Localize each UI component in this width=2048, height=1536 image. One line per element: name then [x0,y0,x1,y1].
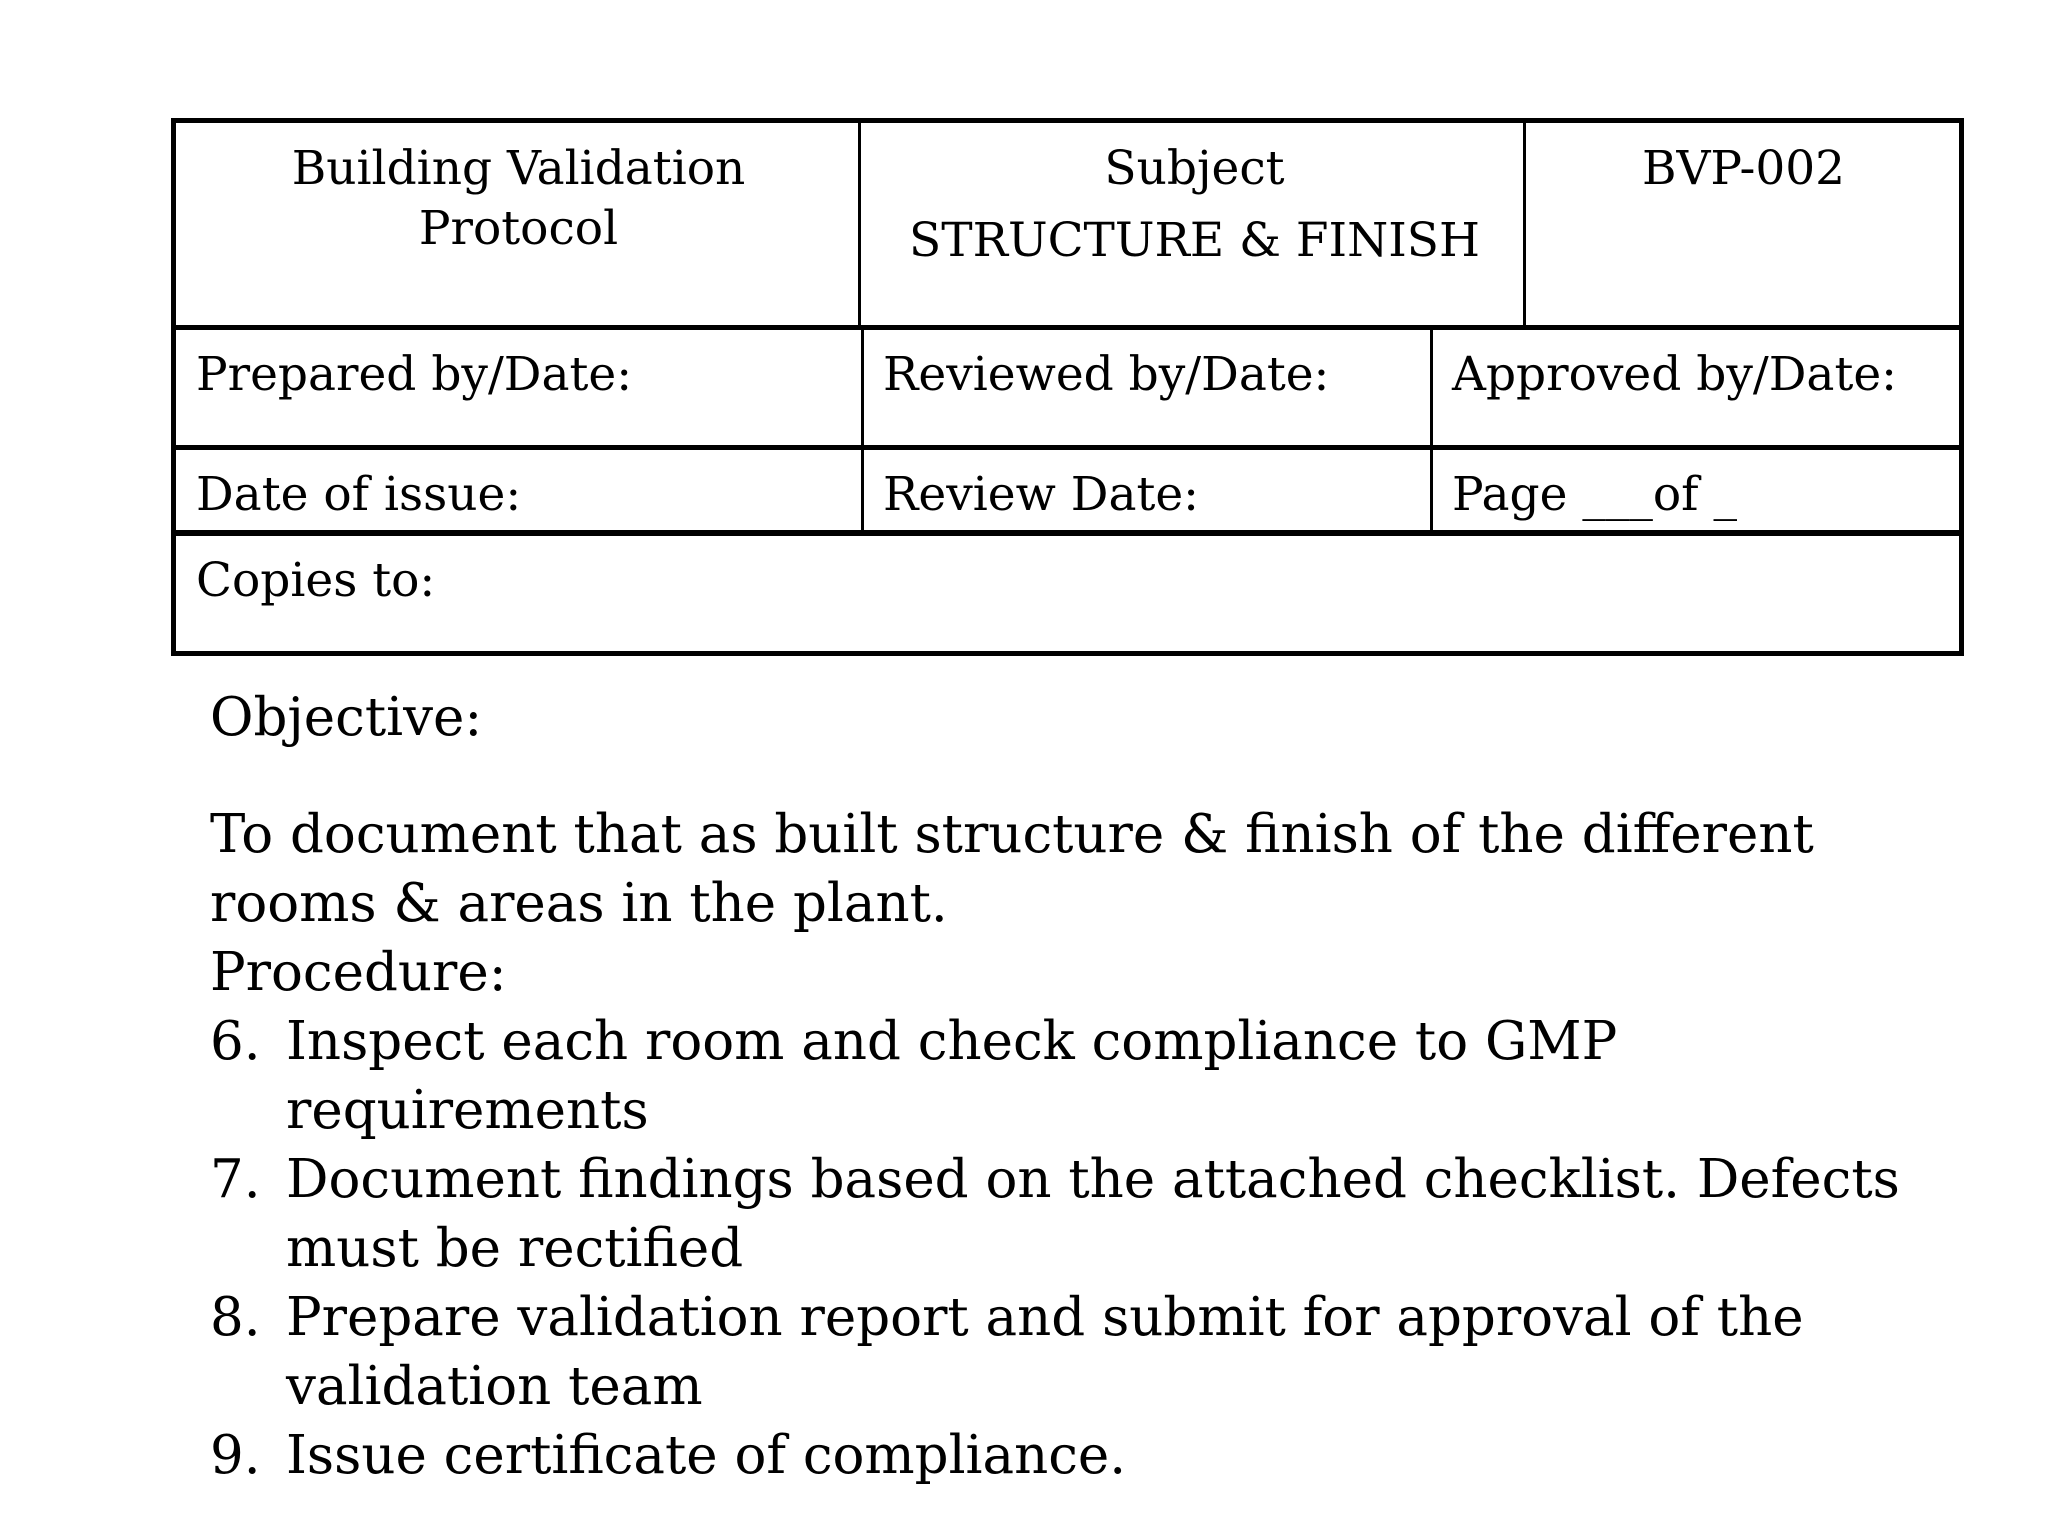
subject-value: STRUCTURE & FINISH [909,213,1480,268]
row-divider [176,530,1959,536]
step-number: 6. [210,1011,261,1072]
row-divider [176,445,1959,450]
step-text: Inspect each room and check compliance to GMP requirements [286,1011,1618,1141]
document-body [210,683,1950,1490]
col-divider [1430,330,1433,531]
header-table [171,118,1964,656]
procedure-step [210,1007,1950,1145]
step-text: Issue certificate of compliance. [286,1425,1127,1486]
document-code: BVP-002 [1641,141,1846,196]
step-text: Prepare validation report and submit for approval of the validation team [286,1287,1804,1417]
procedure-heading: Procedure: [210,942,507,1003]
page-number-field: Page ___of _ [1452,467,1738,522]
procedure-step [210,1283,1950,1421]
subject-label: Subject [1104,141,1285,196]
step-text: Document findings based on the attached checklist. Defects must be rectified [286,1149,1900,1279]
procedure-steps [210,1007,1950,1490]
reviewed-by-field: Reviewed by/Date: [883,347,1330,402]
objective-text: To document that as built structure & finish of the different rooms & areas in the plant. [210,804,1814,934]
prepared-by-field: Prepared by/Date: [196,347,633,402]
objective-heading: Objective: [210,687,483,748]
step-number: 8. [210,1287,261,1348]
protocol-title [176,123,861,330]
step-number: 9. [210,1425,261,1486]
review-date-field: Review Date: [883,467,1200,522]
protocol-title-line2: Protocol [418,201,619,256]
procedure-step [210,1145,1950,1283]
subject-cell [861,123,1528,330]
step-number: 7. [210,1149,261,1210]
procedure-step [210,1421,1950,1490]
copies-to-field: Copies to: [196,553,436,608]
col-divider [861,330,864,531]
approved-by-field: Approved by/Date: [1452,347,1897,402]
date-of-issue-field: Date of issue: [196,467,522,522]
protocol-title-line1: Building Validation [291,141,746,196]
